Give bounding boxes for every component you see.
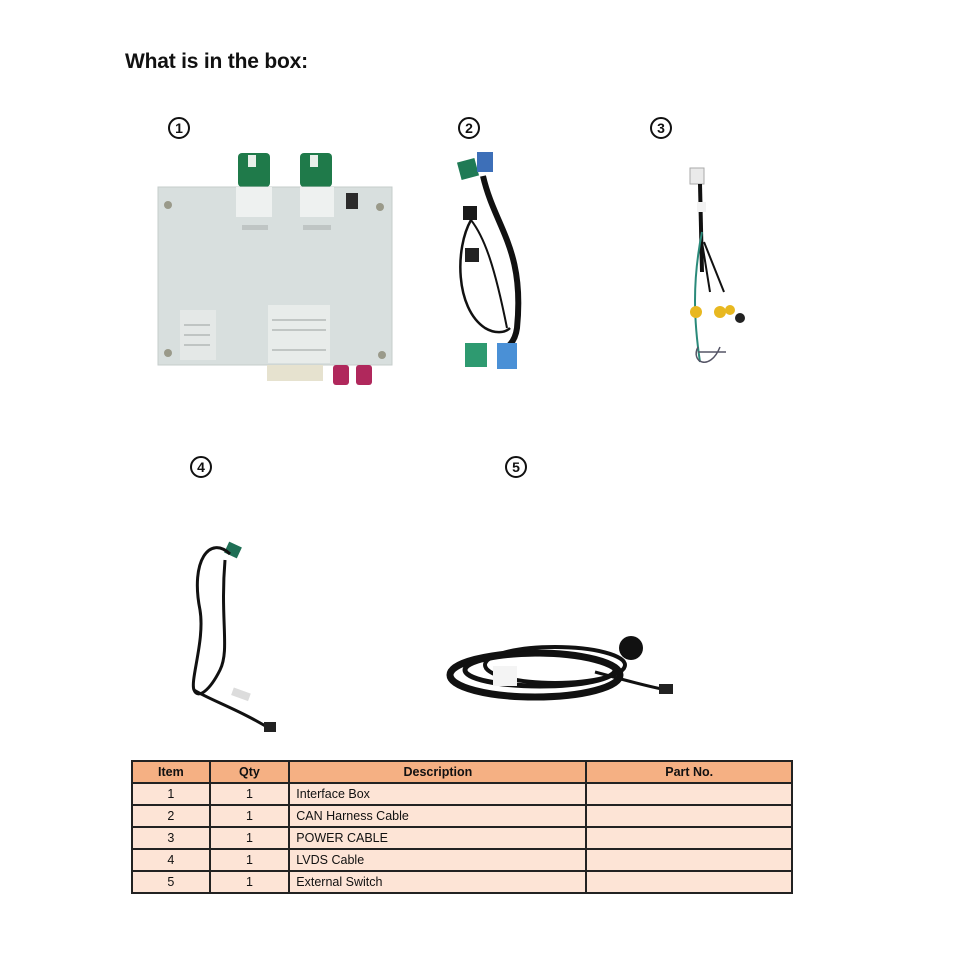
cell-description: External Switch — [289, 871, 586, 893]
cell-part-no — [586, 783, 792, 805]
table-row — [132, 805, 792, 827]
item-number-2: 2 — [458, 117, 480, 139]
cell-part-no — [586, 827, 792, 849]
table-row — [132, 849, 792, 871]
cell-part-no — [586, 849, 792, 871]
cell-part-no — [586, 871, 792, 893]
cell-qty: 1 — [210, 871, 290, 893]
cell-qty: 1 — [210, 805, 290, 827]
cell-description: LVDS Cable — [289, 849, 586, 871]
header-description: Description — [289, 761, 586, 783]
cell-qty: 1 — [210, 827, 290, 849]
header-qty: Qty — [210, 761, 290, 783]
item-number-4: 4 — [190, 456, 212, 478]
cell-item: 3 — [132, 827, 210, 849]
item-number-5: 5 — [505, 456, 527, 478]
cell-qty: 1 — [210, 849, 290, 871]
cell-part-no — [586, 805, 792, 827]
cell-description: POWER CABLE — [289, 827, 586, 849]
cell-qty: 1 — [210, 783, 290, 805]
cell-description: CAN Harness Cable — [289, 805, 586, 827]
cell-description: Interface Box — [289, 783, 586, 805]
cell-item: 5 — [132, 871, 210, 893]
item-number-1: 1 — [168, 117, 190, 139]
table-row — [132, 827, 792, 849]
power-cable-image — [680, 162, 760, 382]
page-heading: What is in the box: — [125, 50, 308, 73]
lvds-cable-image — [180, 540, 290, 740]
header-part-no: Part No. — [586, 761, 792, 783]
cell-item: 4 — [132, 849, 210, 871]
box-contents-table — [131, 760, 793, 894]
item-number-3: 3 — [650, 117, 672, 139]
cell-item: 2 — [132, 805, 210, 827]
table-header-row — [132, 761, 792, 783]
external-switch-image — [445, 620, 680, 710]
header-item: Item — [132, 761, 210, 783]
table-row — [132, 871, 792, 893]
table-row — [132, 783, 792, 805]
cell-item: 1 — [132, 783, 210, 805]
can-harness-image — [455, 148, 540, 378]
interface-box-image — [150, 145, 400, 390]
